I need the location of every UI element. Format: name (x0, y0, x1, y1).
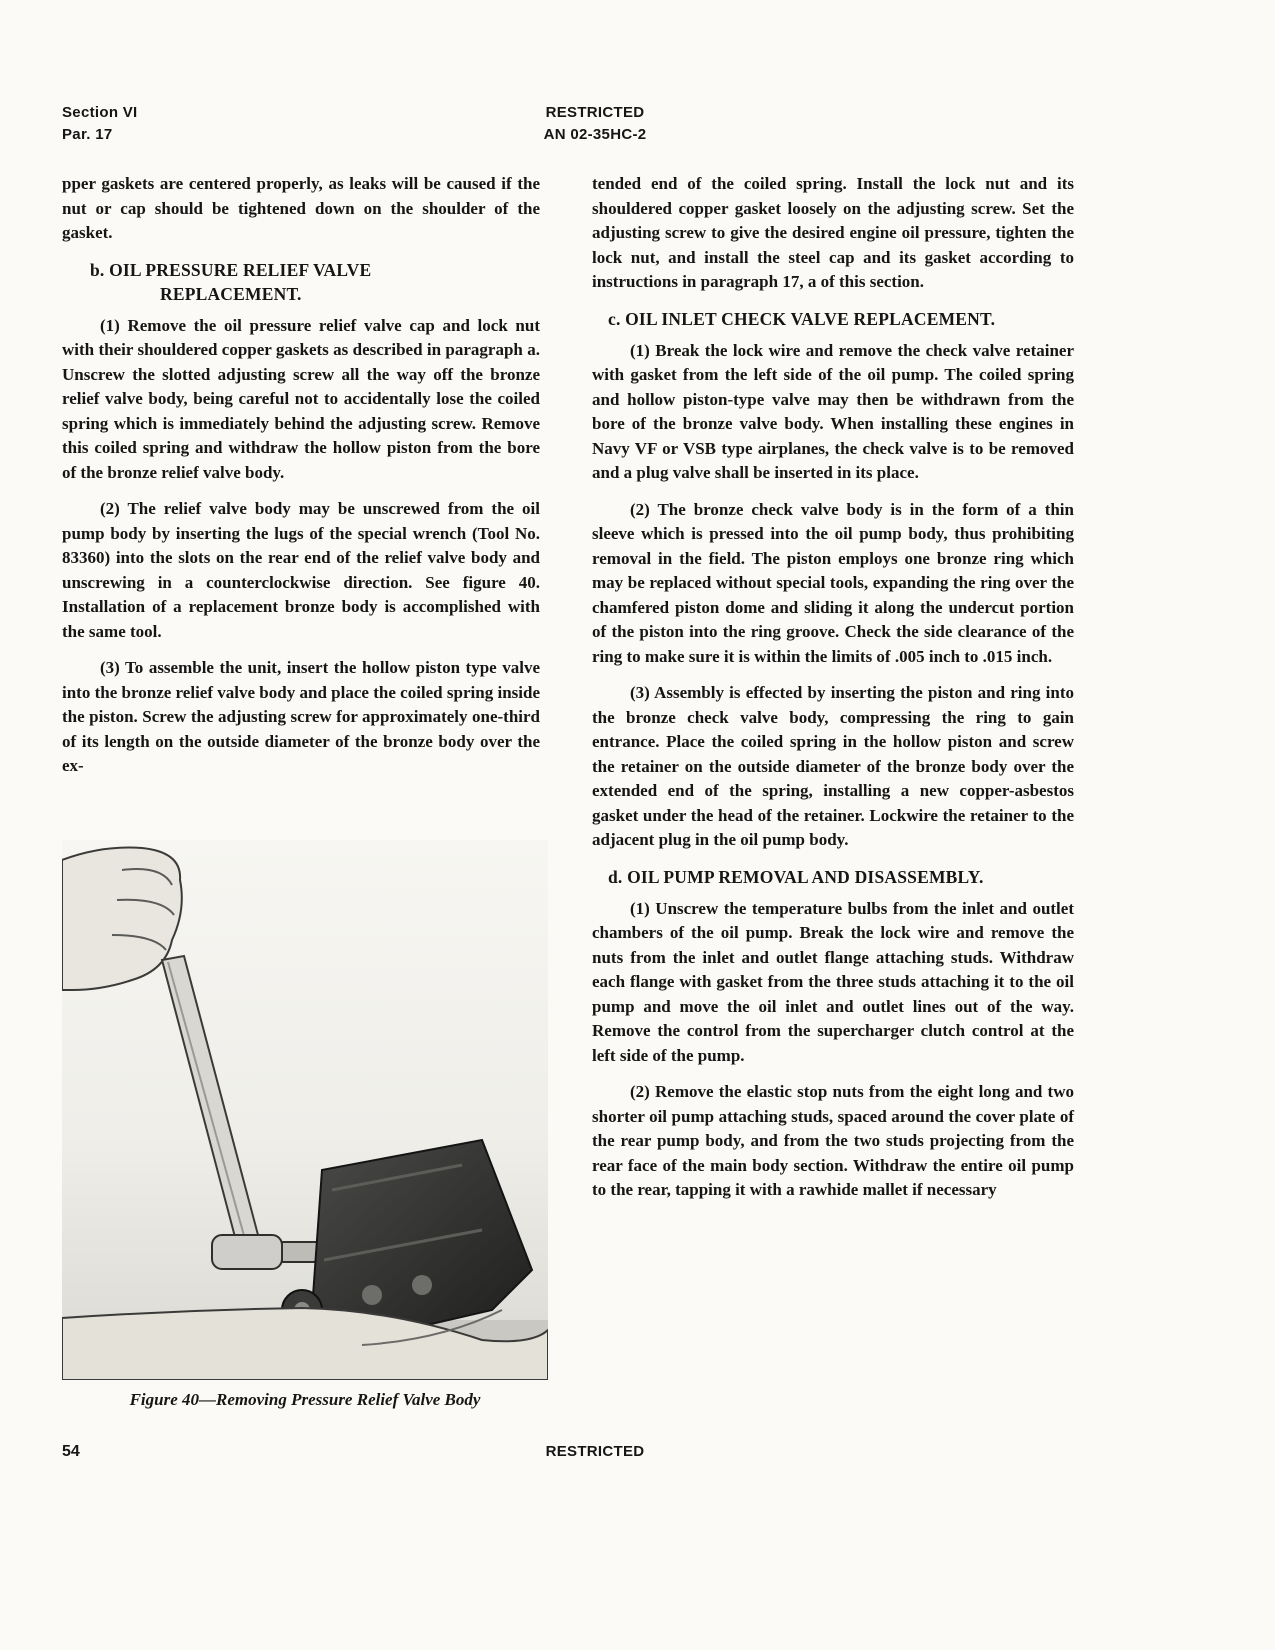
figure-40-photo (62, 840, 548, 1380)
heading-check-valve-replacement: c. OIL INLET CHECK VALVE REPLACEMENT. (608, 308, 996, 329)
classification-footer: RESTRICTED (545, 1443, 645, 1460)
paragraph-c1: (1) Break the lock wire and remove the check valve retainer with gasket from the left side of the oil pump. The coiled spring and hollow piston-type valve may then be withdrawn from the bore of the bronze valve body. When installing these engines in Navy VF or VSB type airplanes, the check valve is to be removed and a plug valve shall be inserted in its place. (592, 340, 1074, 482)
wrench-photo-illustration (62, 840, 548, 1380)
document-number: AN 02-35HC-2 (543, 126, 647, 143)
document-header (480, 102, 710, 146)
paragraph-c3: (3) Assembly is effected by inserting the piston and ring into the bronze check valve body, compressing the ring to gain entrance. Place the coiled spring in the hollow piston and screw the retainer on the outside diameter of the bronze body over the extended end of the spring, installing a new copper-asbestos gasket under the head of the retainer. Lockwire the retainer to the adjacent plug in the oil pump body. (592, 683, 1074, 849)
classification-header: RESTRICTED (545, 104, 645, 121)
left-column (62, 172, 540, 791)
right-column (592, 172, 1074, 1215)
heading-line: REPLACEMENT. (160, 283, 302, 304)
heading-oil-pump-removal: d. OIL PUMP REMOVAL AND DISASSEMBLY. (608, 866, 984, 887)
paragraph-d1: (1) Unscrew the temperature bulbs from the inlet and outlet chambers of the oil pump. Break the lock wire and remove the nuts from the inlet and outlet flange attaching studs. Withdraw each flange with gasket from the three studs attaching it to the oil pump and move the oil inlet and outlet lines out of the way. Remove the control from the supercharger clutch control at the left side of the pump. (592, 898, 1074, 1065)
paragraph-label: Par. 17 (62, 126, 113, 143)
figure-caption: Figure 40—Removing Pressure Relief Valve Body (129, 1390, 481, 1409)
paragraph-b2: (2) The relief valve body may be unscrewed from the oil pump body by inserting the lugs of the special wrench (Tool No. 83360) into the slots on the rear end of the relief valve body and unscrewing in a counterclockwise direction. See figure 40. Installation of a replacement bronze body is accomplished with the same tool. (62, 499, 540, 641)
paragraph-d2: (2) Remove the elastic stop nuts from the eight long and two shorter oil pump attaching studs, spaced around the cover plate of the rear pump body, and from the two studs projecting from the rear face of the main body section. Withdraw the entire oil pump to the rear, tapping it with a rawhide mallet if necessary (592, 1082, 1074, 1199)
paragraph-b3: (3) To assemble the unit, insert the hollow piston type valve into the bronze relief valve body and place the coiled spring inside the piston. Screw the adjusting screw for approximately one-third of its length on the outside diameter of the bronze body over the ex- (62, 658, 540, 775)
continuation-paragraph: tended end of the coiled spring. Install the lock nut and its shouldered copper gasket loosely on the adjusting screw. Set the adjusting screw to give the desired engine oil pressure, tighten the lock nut, and install the steel cap and its gasket according to instructions in paragraph 17, a of this section. (592, 174, 1074, 291)
section-header (62, 102, 138, 146)
section-label: Section VI (62, 104, 138, 121)
heading-line: b. OIL PRESSURE RELIEF VALVE (90, 259, 372, 280)
paragraph-b1: (1) Remove the oil pressure relief valve cap and lock nut with their shouldered copper gaskets as described in paragraph a. Unscrew the slotted adjusting screw all the way off the bronze relief valve body, being careful not to accidentally lose the coiled spring which is immediately behind the adjusting screw. Remove this coiled spring and withdraw the hollow piston from the bore of the bronze relief valve body. (62, 315, 540, 482)
heading-relief-valve-replacement (62, 258, 540, 306)
page-number: 54 (62, 1443, 80, 1460)
continuation-paragraph: pper gaskets are centered properly, as leaks will be caused if the nut or cap should be tightened down on the shoulder of the gasket. (62, 174, 540, 242)
paragraph-c2: (2) The bronze check valve body is in the form of a thin sleeve which is pressed into the oil pump body, thus prohibiting removal in the field. The piston employs one bronze ring which may be replaced without special tools, expanding the ring over the chamfered piston dome and sliding it along the undercut portion of the piston into the ring groove. Check the side clearance of the ring to make sure it is within the limits of .005 inch to .015 inch. (592, 499, 1074, 666)
